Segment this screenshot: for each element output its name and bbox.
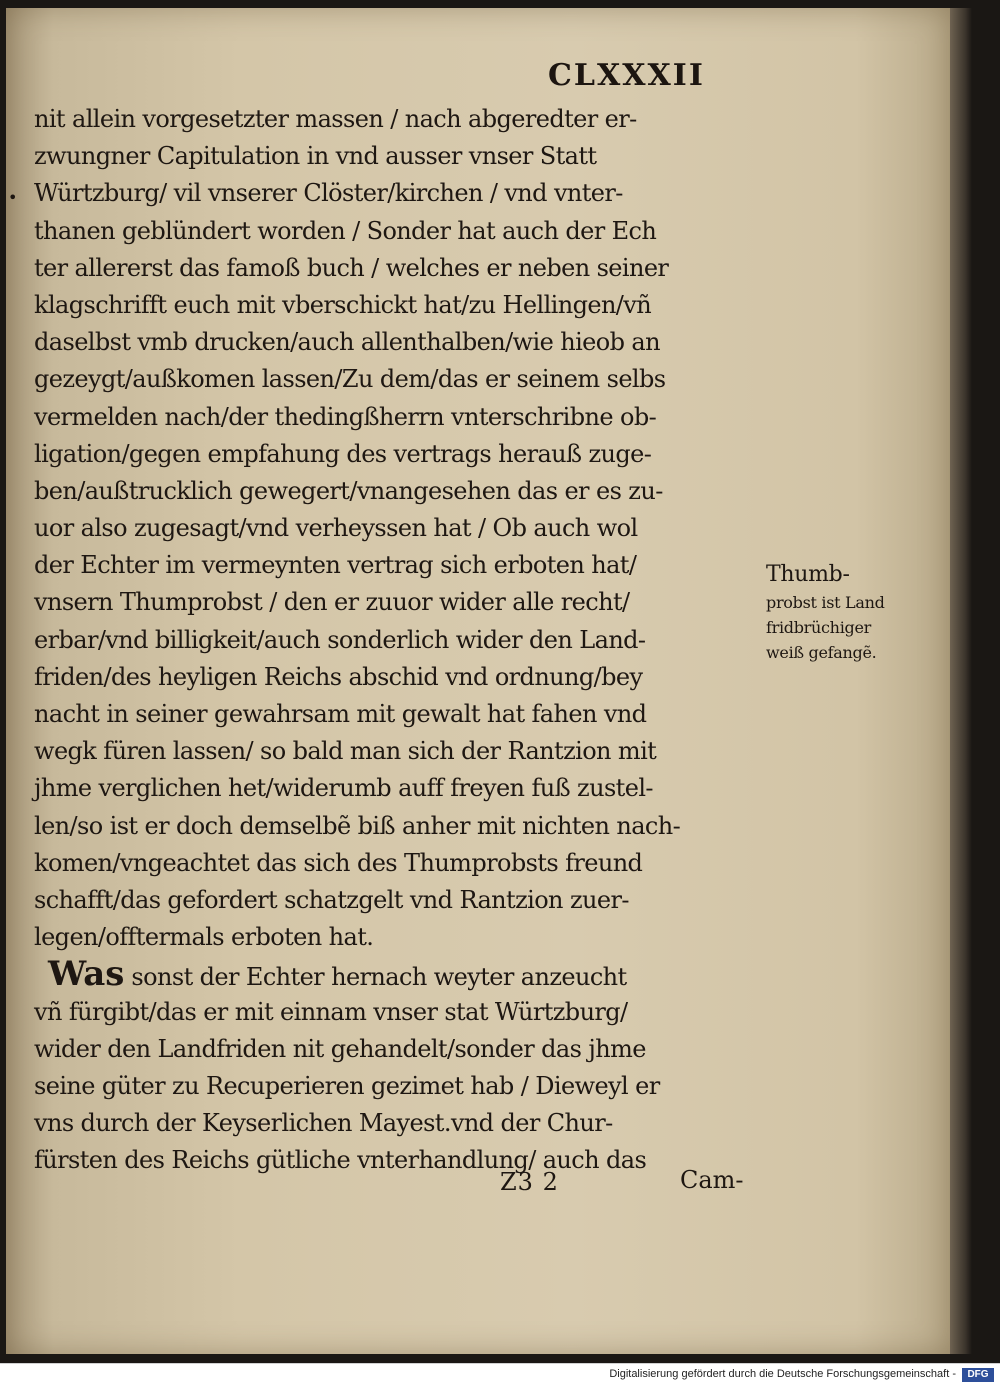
text-line: klagschrifft euch mit vberschickt hat/zu Hellingen/vñ — [34, 290, 652, 319]
text-line: ter allererst das famoß buch / welches er neben seiner — [34, 253, 669, 282]
signature-mark: Z3 2 — [500, 1168, 559, 1196]
marginal-note — [766, 560, 936, 665]
text-line: len/so ist er doch demselbẽ biß anher mit nichten nach- — [34, 811, 681, 840]
text-line: legen/offtermals erboten hat. — [34, 923, 374, 952]
text-line: vnsern Thumprobst / den er zuuor wider alle recht/ — [34, 588, 630, 617]
text-line: uor also zugesagt/vnd verheyssen hat / Ob auch wol — [34, 514, 638, 543]
marginal-note-line: weiß gefangẽ. — [766, 643, 877, 662]
initial-letter: Was — [48, 954, 125, 995]
text-line: seine güter zu Recuperieren gezimet hab / Dieweyl er — [34, 1071, 660, 1100]
dfg-logo-icon: DFG — [962, 1368, 994, 1382]
catchword: Cam- — [680, 1166, 744, 1194]
page-edge-shadow — [950, 8, 972, 1354]
main-text-block — [34, 101, 774, 1179]
text-line: erbar/vnd billigkeit/auch sonderlich wider den Land- — [34, 625, 646, 654]
text-line: vermelden nach/der thedingßherrn vnterschribne ob- — [34, 402, 657, 431]
text-line: ligation/gegen empfahung des vertrags herauß zuge- — [34, 439, 652, 468]
text-line: Würtzburg/ vil vnserer Clöster/kirchen / vnd vnter- — [34, 179, 623, 208]
text-line: vns durch der Keyserlichen Mayest.vnd der Chur- — [34, 1109, 613, 1138]
text-line: daselbst vmb drucken/auch allenthalben/wie hieob an — [34, 328, 660, 357]
text-line: der Echter im vermeynten vertrag sich erboten hat/ — [34, 551, 637, 580]
text-line: friden/des heyligen Reichs abschid vnd ordnung/bey — [34, 662, 643, 691]
text-line: jhme verglichen het/widerumb auff freyen fuß zustel- — [34, 774, 653, 803]
text-line: nit allein vorgesetzter massen / nach abgeredter er- — [34, 105, 637, 133]
marginal-note-line: fridbrüchiger — [766, 618, 871, 637]
text-line: schafft/das gefordert schatzgelt vnd Rantzion zuer- — [34, 885, 629, 914]
funding-credit: Digitalisierung gefördert durch die Deutsche Forschungsgemeinschaft - — [609, 1368, 956, 1380]
margin-line-marker: • — [8, 188, 18, 207]
text-line: fürsten des Reichs gütliche vnterhandlung/ auch das — [34, 1146, 647, 1175]
paragraph-first-line — [34, 956, 774, 993]
text-line: ben/außtrucklich gewegert/vnangesehen das er es zu- — [34, 476, 663, 505]
text-line-rest: sonst der Echter hernach weyter anzeucht — [124, 963, 627, 992]
text-line: thanen geblündert worden / Sonder hat auch der Ech — [34, 216, 657, 245]
marginal-note-line: Thumb- — [766, 562, 850, 587]
text-line: wider den Landfriden nit gehandelt/sonder das jhme — [34, 1034, 646, 1063]
text-line: zwungner Capitulation in vnd ausser vnser Statt — [34, 142, 597, 171]
footer-bar — [0, 1363, 1000, 1387]
marginal-note-line: probst ist Land — [766, 593, 885, 612]
folio-number: CLXXXII — [548, 58, 705, 93]
text-line: wegk füren lassen/ so bald man sich der Rantzion mit — [34, 737, 657, 766]
text-line: komen/vngeachtet das sich des Thumprobsts freund — [34, 848, 643, 877]
text-line: gezeygt/außkomen lassen/Zu dem/das er seinem selbs — [34, 365, 666, 394]
text-line: nacht in seiner gewahrsam mit gewalt hat fahen vnd — [34, 700, 647, 728]
text-line: vñ fürgibt/das er mit einnam vnser stat Würtzburg/ — [34, 997, 628, 1026]
